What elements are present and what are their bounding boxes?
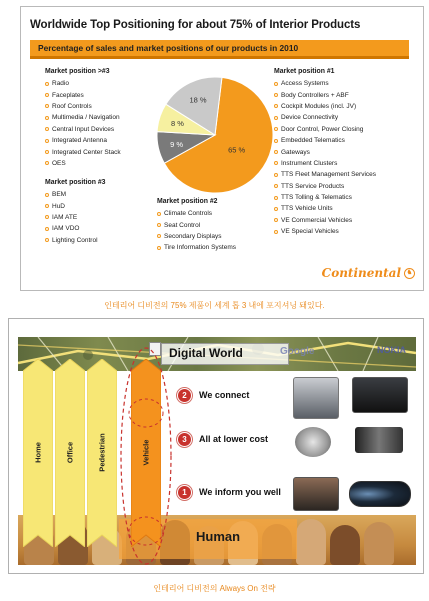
step-badge-connect: 2 (177, 388, 192, 403)
always-on-strategy-slide (8, 318, 424, 574)
pie-slice-label: 18 % (189, 95, 207, 105)
bullet-icon (274, 218, 278, 222)
bullet-icon (45, 116, 49, 120)
bullet-icon (45, 150, 49, 154)
product-name: IAM ATE (52, 213, 78, 221)
product-name: HuD (52, 202, 66, 210)
bullet-icon (45, 204, 49, 208)
continental-logo-text: Continental (321, 266, 401, 280)
product-name: VE Special Vehicles (281, 228, 339, 236)
product-name: TTS Tolling & Telematics (281, 194, 352, 202)
bullet-icon (45, 161, 49, 165)
arrow-label-vehicle: Vehicle (141, 439, 151, 466)
bullet-icon (45, 93, 49, 97)
product-item (274, 146, 376, 157)
group-heading-position-1: Market position #1 (274, 68, 335, 75)
bullet-icon (274, 139, 278, 143)
bullet-icon (45, 215, 49, 219)
bullet-icon (157, 234, 161, 238)
product-name: Central Input Devices (52, 125, 115, 133)
product-item (45, 146, 121, 157)
step-badge-inform: 1 (177, 485, 192, 500)
slide-title: Worldwide Top Positioning for about 75% of Interior Products (30, 19, 361, 31)
bullet-icon (274, 173, 278, 177)
product-name: TTS Vehicle Units (281, 205, 333, 213)
bullet-icon (274, 230, 278, 234)
product-name: OES (52, 159, 66, 167)
product-item (157, 208, 236, 219)
product-item (45, 189, 98, 200)
product-name: Door Control, Power Closing (281, 125, 364, 133)
product-item (274, 169, 376, 180)
product-name: Multimedia / Navigation (52, 114, 120, 122)
bullet-icon (45, 127, 49, 131)
step-label-connect: We connect (199, 390, 250, 400)
arrow-label-office: Office (65, 441, 75, 464)
group-heading-position-gt3: Market position >#3 (45, 68, 110, 75)
product-name: TTS Service Products (281, 182, 345, 190)
product-item (274, 135, 376, 146)
product-item (274, 112, 376, 123)
product-name: Instrument Clusters (281, 159, 338, 167)
group-heading-position-3: Market position #3 (45, 179, 106, 186)
product-name: Integrated Antenna (52, 137, 107, 145)
product-item (45, 158, 121, 169)
bullet-icon (274, 82, 278, 86)
arrow-label-home: Home (33, 442, 43, 463)
product-item (45, 78, 121, 89)
bullet-icon (157, 246, 161, 250)
google-logo: Google (280, 346, 315, 357)
bullet-icon (45, 193, 49, 197)
product-name: Faceplates (52, 91, 84, 99)
bullet-icon (274, 150, 278, 154)
product-name: Lighting Control (52, 236, 98, 244)
nokia-logo: NOKIA (377, 345, 406, 355)
product-list-position-gt3 (45, 78, 121, 169)
product-item (274, 192, 376, 203)
product-item (274, 101, 376, 112)
product-name: TTS Fleet Management Services (281, 171, 377, 179)
step-label-inform: We inform you well (199, 487, 281, 497)
product-item (157, 242, 236, 253)
caption-bottom: 인테리어 디비전의 Always On 전략 (153, 584, 276, 593)
product-item (45, 223, 98, 234)
pie-slice-label: 9 % (170, 139, 184, 149)
bullet-icon (274, 127, 278, 131)
product-item (45, 212, 98, 223)
pie-slice-label: 65 % (228, 145, 246, 155)
bullet-icon (274, 184, 278, 188)
product-item (274, 158, 376, 169)
product-name: Seat Control (164, 221, 201, 229)
product-item (45, 235, 98, 246)
car-interior-photo (293, 477, 339, 511)
bullet-icon (274, 104, 278, 108)
group-heading-position-2: Market position #2 (157, 198, 218, 205)
product-item (274, 181, 376, 192)
tire-sensor-image (295, 427, 331, 457)
arrow-label-pedestrian: Pedestrian (97, 433, 107, 472)
product-item (274, 203, 376, 214)
bullet-icon (157, 223, 161, 227)
product-item (274, 226, 376, 237)
pie-slice-label: 8 % (170, 119, 184, 129)
wiring-module-image (355, 427, 403, 453)
product-item (157, 231, 236, 242)
product-name: Gateways (281, 148, 310, 156)
product-item (157, 219, 236, 230)
product-name: Embedded Telematics (281, 137, 345, 145)
step-badge-lower-cost: 3 (177, 432, 192, 447)
product-name: Tire Information Systems (164, 244, 237, 252)
product-name: IAM VDO (52, 225, 80, 233)
horse-emblem-icon: ♞ (404, 268, 415, 279)
navigation-device-image (293, 377, 339, 419)
vehicle-focus-dashed-ring (117, 341, 175, 571)
market-position-slide (20, 6, 424, 291)
product-item (45, 112, 121, 123)
product-name: Radio (52, 80, 69, 88)
product-item (45, 89, 121, 100)
bullet-icon (45, 104, 49, 108)
bullet-icon (45, 139, 49, 143)
product-list-position-3 (45, 189, 98, 246)
bullet-icon (274, 196, 278, 200)
product-item (274, 89, 376, 100)
bullet-icon (157, 212, 161, 216)
slide-subtitle: Percentage of sales and market positions of our products in 2010 (38, 43, 299, 53)
product-name: Body Controllers + ABF (281, 91, 349, 99)
continental-logo (322, 266, 415, 280)
product-name: Cockpit Modules (incl. JV) (281, 102, 357, 110)
product-item (274, 78, 376, 89)
product-item (274, 215, 376, 226)
digital-world-label: Digital World (169, 346, 243, 360)
sales-share-pie-chart (145, 65, 285, 205)
product-name: Secondary Displays (164, 232, 222, 240)
product-list-position-1 (274, 78, 376, 237)
product-list-position-2 (157, 208, 236, 254)
bullet-icon (45, 82, 49, 86)
product-item (45, 101, 121, 112)
product-name: Roof Controls (52, 102, 92, 110)
product-item (274, 124, 376, 135)
step-label-lower-cost: All at lower cost (199, 434, 269, 444)
product-name: Access Systems (281, 80, 329, 88)
instrument-cluster-image (349, 481, 411, 507)
product-name: Climate Controls (164, 210, 213, 218)
product-item (45, 200, 98, 211)
human-label: Human (196, 529, 241, 544)
subtitle-bar (30, 40, 409, 59)
bullet-icon (45, 238, 49, 242)
car-radio-unit-image (352, 377, 408, 413)
bullet-icon (274, 161, 278, 165)
bullet-icon (274, 93, 278, 97)
product-item (45, 135, 121, 146)
product-name: Integrated Center Stack (52, 148, 121, 156)
product-name: BEM (52, 191, 67, 199)
product-name: VE Commercial Vehicles (281, 216, 353, 224)
bullet-icon (45, 227, 49, 231)
product-item (45, 124, 121, 135)
caption-top: 인테리어 디비전의 75% 제품이 세계 톱 3 내에 포지셔닝 돼있다. (104, 301, 325, 310)
bullet-icon (274, 116, 278, 120)
bullet-icon (274, 207, 278, 211)
product-name: Device Connectivity (281, 114, 339, 122)
